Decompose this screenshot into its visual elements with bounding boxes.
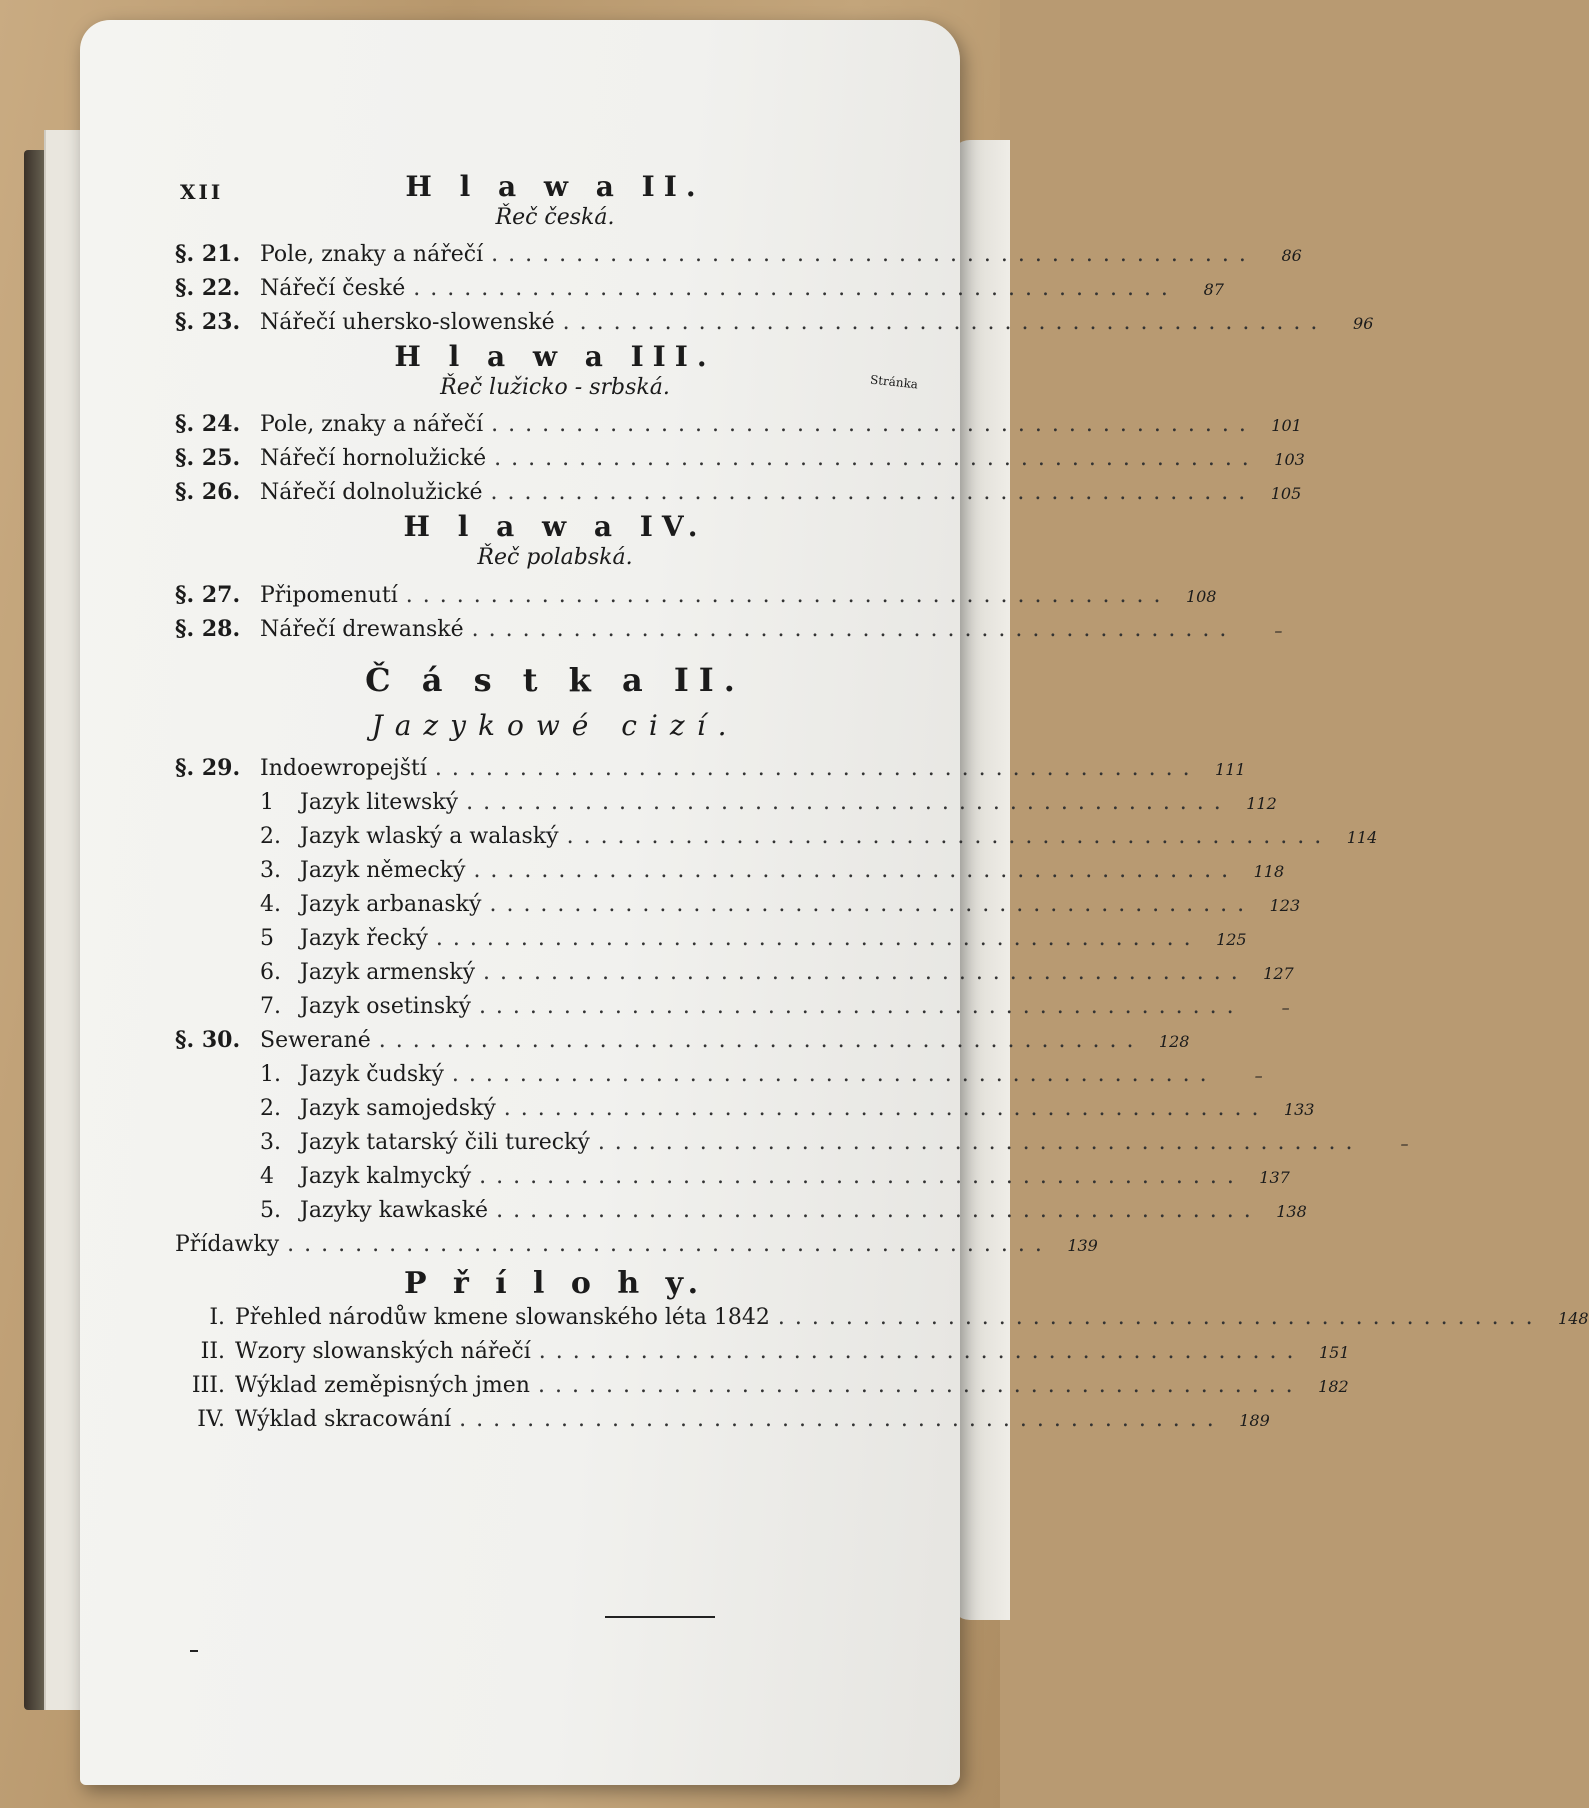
chapter-subheading: Řeč česká.	[495, 204, 615, 230]
leader-dots: .............................................	[777, 1304, 1543, 1330]
chapter-heading: H l a w a II.	[405, 170, 705, 203]
chapters	[175, 170, 1374, 647]
entry-title: Nářečí dolnolužické	[260, 480, 483, 506]
appendix-title-entry: Wýklad skracowání	[235, 1406, 452, 1432]
leader-dots: .............................................	[378, 1027, 1144, 1053]
leader-dots: .............................................	[496, 1197, 1261, 1223]
section-number: §. 25.	[175, 445, 241, 472]
subentry-number: 2.	[260, 823, 281, 849]
entry-title: Sewerané	[260, 1027, 371, 1053]
subentry-title: Jazyk tatarský čili turecký	[300, 1129, 590, 1155]
subentry-number: 5	[260, 925, 274, 951]
appendix-title-entry: Wýklad zeměpisných jmen	[235, 1372, 530, 1398]
toc-subentry	[175, 854, 1285, 888]
part-subtitle: Jazykowé cizí.	[371, 708, 739, 742]
appendix-entry	[175, 1369, 1349, 1403]
section-number: §. 21.	[175, 241, 241, 268]
leader-dots: .............................................	[459, 1406, 1224, 1432]
appendix-number: III.	[191, 1372, 225, 1398]
toc-entry	[175, 752, 1246, 786]
toc-subentry	[175, 1160, 1290, 1194]
appendix-entry	[175, 1301, 1589, 1335]
subentry-number: 4	[260, 1163, 274, 1189]
appendix-number: IV.	[197, 1406, 225, 1432]
subentry-title: Jazyk řecký	[300, 925, 428, 951]
pridawky-row	[175, 1228, 1098, 1262]
subentry-page: 127	[1263, 963, 1294, 983]
subentry-number: 6.	[260, 959, 281, 985]
toc-entry	[175, 579, 1217, 613]
subentry-number: 1.	[260, 1061, 281, 1087]
leader-dots: .............................................	[413, 276, 1178, 302]
appendix-list	[175, 1301, 1589, 1437]
leader-dots: .............................................	[471, 616, 1237, 642]
subentry-page: 118	[1253, 861, 1285, 881]
appendix-title-entry: Wzory slowanských nářečí	[235, 1338, 531, 1364]
toc-subentry	[175, 1058, 1263, 1092]
appendix-entry	[175, 1335, 1350, 1369]
subentry-page: 138	[1276, 1201, 1307, 1221]
toc-subentry	[175, 1126, 1409, 1160]
subentry-page: –	[1281, 997, 1290, 1017]
subentry-number: 2.	[260, 1095, 281, 1121]
toc-subentry	[175, 1194, 1307, 1228]
section-number: §. 30.	[175, 1026, 241, 1053]
entry-title: Nářečí české	[260, 276, 406, 302]
entry-page: 111	[1215, 759, 1246, 779]
entry-page: 108	[1185, 586, 1217, 606]
toc-subentry	[175, 786, 1277, 820]
section-number: §. 26.	[175, 479, 241, 506]
entry-page: 87	[1203, 280, 1224, 300]
subentry-title: Jazyk litewský	[300, 789, 459, 815]
book-page	[80, 20, 1589, 1785]
chapter-heading: H l a w a IV.	[403, 510, 707, 544]
leader-dots: .............................................	[287, 1231, 1052, 1257]
entry-title: Připomenutí	[260, 582, 398, 608]
subentry-title: Jazyky kawkaské	[300, 1197, 489, 1223]
entry-page: 96	[1353, 314, 1374, 334]
entry-title: Nářečí hornolužické	[260, 446, 487, 472]
leader-dots: .............................................	[479, 1163, 1244, 1189]
subentry-page: 123	[1269, 895, 1301, 915]
underline-mark	[605, 1616, 715, 1618]
section-number: §. 27.	[175, 581, 241, 608]
entry-page: –	[1274, 620, 1283, 640]
entry-page: 103	[1274, 450, 1305, 470]
toc-entry	[175, 1024, 1190, 1058]
section-number: §. 24.	[175, 411, 241, 438]
subentry-title: Jazyk wlaský a walaský	[300, 823, 559, 849]
entry-title: Nářečí uhersko-slowenské	[260, 310, 555, 336]
entry-page: 101	[1271, 416, 1302, 436]
subentry-number: 1	[260, 789, 274, 815]
toc-subentry	[175, 888, 1301, 922]
toc-entry	[175, 306, 1374, 340]
toc-entry	[175, 613, 1283, 647]
page-number: XII	[180, 180, 224, 204]
subentry-title: Jazyk německý	[300, 857, 466, 883]
chapter-subheading: Řeč polabská.	[477, 544, 633, 570]
leader-dots: .............................................	[491, 412, 1256, 438]
subentry-number: 3.	[260, 857, 281, 883]
toc-entry	[175, 476, 1302, 510]
appendix-number: II.	[200, 1338, 225, 1364]
appendix-number: I.	[209, 1304, 225, 1330]
leader-dots: .............................................	[562, 310, 1328, 336]
leader-dots: .............................................	[405, 582, 1171, 608]
margin-dash	[190, 1650, 198, 1652]
appendix-title-entry: Přehled národůw kmene slowanského léta 1842	[235, 1304, 770, 1330]
subentry-number: 4.	[260, 891, 281, 917]
pridawky-label: Přídawky	[175, 1231, 280, 1257]
subentry-page: 112	[1246, 793, 1277, 813]
entry-page: 105	[1270, 484, 1302, 504]
appendix-page: 189	[1239, 1410, 1270, 1430]
leader-dots: .............................................	[490, 480, 1256, 506]
appendix-page: 148	[1558, 1308, 1589, 1328]
leader-dots: .............................................	[538, 1338, 1304, 1364]
subentry-page: 133	[1283, 1099, 1315, 1119]
leader-dots: .............................................	[566, 823, 1332, 849]
subentry-number: 5.	[260, 1197, 281, 1223]
subentry-title: Jazyk arbanaský	[300, 891, 482, 917]
subentry-title: Jazyk čudský	[300, 1061, 444, 1087]
section-number: §. 22.	[175, 275, 241, 302]
entry-title: Indoewropejští	[260, 755, 427, 781]
leader-dots: .............................................	[451, 1061, 1217, 1087]
subentry-page: –	[1400, 1133, 1409, 1153]
subentry-page: –	[1254, 1065, 1263, 1085]
pridawky-page: 139	[1067, 1235, 1098, 1255]
part-sections	[175, 752, 1409, 1228]
toc-subentry	[175, 820, 1378, 854]
stranka-label: Stránka	[869, 372, 919, 392]
toc-subentry	[175, 1092, 1315, 1126]
leader-dots: .............................................	[483, 959, 1248, 985]
appendix-title: P ř í l o h y.	[403, 1265, 707, 1301]
subentry-page: 114	[1346, 827, 1378, 847]
leader-dots: .............................................	[494, 446, 1259, 472]
subentry-title: Jazyk armenský	[300, 959, 476, 985]
toc-subentry	[175, 922, 1247, 956]
table-of-contents	[175, 170, 1589, 1437]
part-title: Č á s t k a II.	[365, 660, 745, 699]
leader-dots: .............................................	[478, 993, 1244, 1019]
entry-title: Pole, znaky a nářečí	[260, 242, 484, 268]
entry-page: 128	[1158, 1031, 1190, 1051]
subentry-number: 3.	[260, 1129, 281, 1155]
section-number: §. 23.	[175, 309, 241, 336]
leader-dots: .............................................	[537, 1372, 1303, 1398]
leader-dots: .............................................	[434, 755, 1200, 781]
section-number: §. 29.	[175, 754, 241, 781]
leader-dots: .............................................	[489, 891, 1255, 917]
entry-title: Nářečí drewanské	[260, 616, 464, 642]
entry-page: 86	[1281, 246, 1302, 266]
appendix-entry	[175, 1403, 1270, 1437]
toc-entry	[175, 238, 1302, 272]
leader-dots: .............................................	[597, 1129, 1363, 1155]
entry-title: Pole, znaky a nářečí	[260, 412, 484, 438]
toc-entry	[175, 442, 1305, 476]
toc-entry	[175, 408, 1302, 442]
appendix-page: 182	[1318, 1376, 1349, 1396]
subentry-title: Jazyk samojedský	[300, 1095, 496, 1121]
chapter-subheading: Řeč lužicko - srbská.	[440, 374, 670, 400]
leader-dots: .............................................	[435, 925, 1201, 951]
subentry-number: 7.	[260, 993, 281, 1019]
subentry-title: Jazyk kalmycký	[300, 1163, 472, 1189]
leader-dots: .............................................	[466, 789, 1231, 815]
subentry-title: Jazyk osetinský	[300, 993, 471, 1019]
leader-dots: .............................................	[503, 1095, 1269, 1121]
toc-entry	[175, 272, 1224, 306]
toc-subentry	[175, 990, 1290, 1024]
subentry-page: 137	[1259, 1167, 1290, 1187]
toc-subentry	[175, 956, 1294, 990]
chapter-heading: H l a w a III.	[394, 340, 716, 374]
section-number: §. 28.	[175, 615, 241, 642]
subentry-page: 125	[1216, 929, 1247, 949]
leader-dots: .............................................	[491, 242, 1256, 268]
leader-dots: .............................................	[473, 857, 1239, 883]
appendix-page: 151	[1318, 1342, 1350, 1362]
